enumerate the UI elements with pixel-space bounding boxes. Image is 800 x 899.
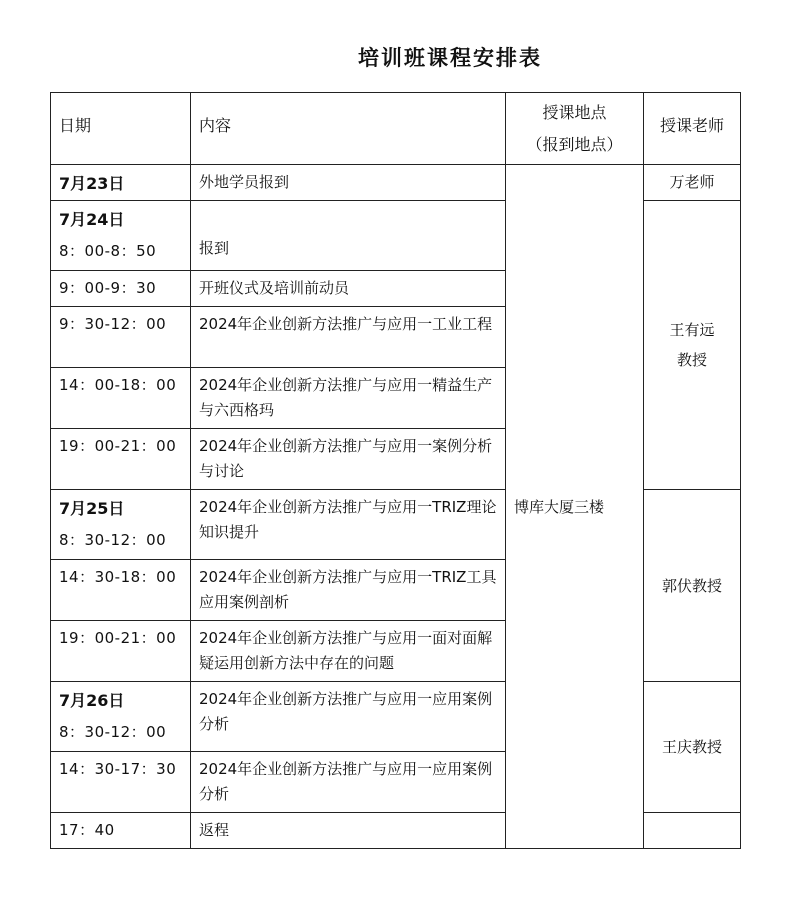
- date-cell: [51, 165, 191, 201]
- header-location-line2: （报到地点）: [526, 135, 623, 154]
- date-cell: [51, 752, 191, 813]
- time-label: 9：00-9：30: [59, 279, 157, 297]
- content-cell: 2024年企业创新方法推广与应用一应用案例分析: [191, 682, 506, 752]
- date-cell: [51, 429, 191, 490]
- content-cell: 2024年企业创新方法推广与应用一应用案例分析: [191, 752, 506, 813]
- location-cell: 博库大厦三楼: [506, 165, 644, 849]
- day-label: 7月26日: [59, 691, 125, 710]
- time-label: 19：00-21：00: [59, 437, 177, 455]
- time-label: 8：30-12：00: [59, 531, 167, 549]
- content-cell: 2024年企业创新方法推广与应用一TRIZ理论知识提升: [191, 490, 506, 560]
- teacher-cell-wang-youyuan: [644, 201, 741, 490]
- page-title: 培训班课程安排表: [358, 45, 542, 70]
- day-label: 7月24日: [59, 210, 125, 229]
- date-cell: [51, 682, 191, 752]
- teacher-cell-guo-fu: 郭伏教授: [644, 490, 741, 682]
- content-cell: 2024年企业创新方法推广与应用一案例分析与讨论: [191, 429, 506, 490]
- content-cell: 2024年企业创新方法推广与应用一面对面解疑运用创新方法中存在的问题: [191, 621, 506, 682]
- date-cell: [51, 560, 191, 621]
- time-label: 8：30-12：00: [59, 723, 167, 741]
- schedule-table: [50, 92, 741, 849]
- teacher-name-line1: 王有远: [669, 321, 715, 339]
- header-teacher: 授课老师: [644, 93, 741, 165]
- content-cell: 2024年企业创新方法推广与应用一工业工程: [191, 307, 506, 368]
- time-label: 14：00-18：00: [59, 376, 177, 394]
- header-location-line1: 授课地点: [542, 103, 607, 122]
- time-label: 8：00-8：50: [59, 242, 157, 260]
- date-cell: [51, 490, 191, 560]
- header-location: [506, 93, 644, 165]
- time-label: 19：00-21：00: [59, 629, 177, 647]
- date-cell: [51, 307, 191, 368]
- day-label: 7月23日: [59, 174, 125, 193]
- time-label: 9：30-12：00: [59, 315, 167, 333]
- teacher-cell-wang-qing: 王庆教授: [644, 682, 741, 813]
- teacher-name-line2: 教授: [676, 351, 707, 369]
- header-content: 内容: [191, 93, 506, 165]
- table-row: [51, 165, 741, 201]
- day-label: 7月25日: [59, 499, 125, 518]
- content-cell: 报到: [191, 201, 506, 271]
- date-cell: [51, 201, 191, 271]
- time-label: 17：40: [59, 821, 115, 839]
- time-label: 14：30-17：30: [59, 760, 177, 778]
- header-date: 日期: [51, 93, 191, 165]
- content-cell: 外地学员报到: [191, 165, 506, 201]
- time-label: 14：30-18：00: [59, 568, 177, 586]
- content-cell: 2024年企业创新方法推广与应用一TRIZ工具应用案例剖析: [191, 560, 506, 621]
- teacher-cell-empty: [644, 813, 741, 849]
- content-cell: 开班仪式及培训前动员: [191, 271, 506, 307]
- content-cell: 2024年企业创新方法推广与应用一精益生产与六西格玛: [191, 368, 506, 429]
- teacher-cell-wan: 万老师: [644, 165, 741, 201]
- table-header-row: [51, 93, 741, 165]
- content-cell: 返程: [191, 813, 506, 849]
- date-cell: [51, 621, 191, 682]
- date-cell: [51, 813, 191, 849]
- date-cell: [51, 271, 191, 307]
- date-cell: [51, 368, 191, 429]
